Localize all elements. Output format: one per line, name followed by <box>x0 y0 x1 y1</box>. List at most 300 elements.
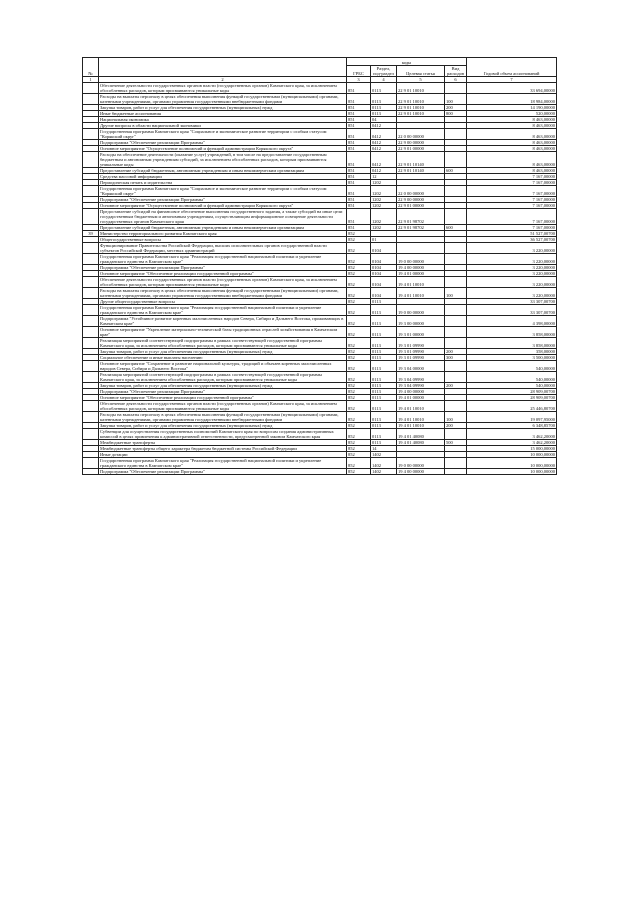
row-number <box>83 469 99 475</box>
row-csr: 19 3 01 09990 <box>397 338 445 349</box>
row-grbs: 852 <box>347 458 371 469</box>
table-row <box>83 458 557 469</box>
row-sum: 33 694,00000 <box>467 83 557 94</box>
row-razdel: 0113 <box>371 111 397 117</box>
row-sum: 3 500,00000 <box>467 355 557 361</box>
row-number <box>83 458 99 469</box>
row-grbs: 852 <box>347 469 371 475</box>
row-razdel: 0113 <box>371 383 397 389</box>
row-razdel: 1202 <box>371 180 397 186</box>
row-grbs: 852 <box>347 237 371 243</box>
row-grbs: 851 <box>347 111 371 117</box>
row-razdel: 0113 <box>371 83 397 94</box>
row-sum: 7 167,00000 <box>467 225 557 231</box>
row-number <box>83 372 99 383</box>
index-cell: 4 <box>371 77 397 83</box>
row-name: Социальное обеспечение и иные выплаты населению <box>99 355 347 361</box>
row-vr <box>445 129 467 140</box>
row-number <box>83 327 99 338</box>
row-sum: 8 463,00000 <box>467 152 557 168</box>
row-number <box>83 316 99 327</box>
row-sum: 7 167,00000 <box>467 174 557 180</box>
header-name <box>99 58 347 77</box>
row-razdel: 1402 <box>371 469 397 475</box>
row-grbs: 851 <box>347 186 371 197</box>
row-name: Обеспечение деятельности государственных органов власти (государственных органов) Камчатского края, за исключением обособленных расходов, которым присваиваются уникальные коды <box>99 277 347 288</box>
row-sum: 19 097,95000 <box>467 412 557 423</box>
row-razdel: 0113 <box>371 105 397 111</box>
row-number <box>83 254 99 265</box>
row-razdel: 0412 <box>371 140 397 146</box>
row-name: Реализация мероприятий соответствующей подпрограммы в рамках соответствующей государственной программы Камчатского края, за исключением обособленных расходов, которым присваиваются уникальные коды <box>99 372 347 383</box>
row-razdel: 0412 <box>371 123 397 129</box>
row-vr: 600 <box>445 225 467 231</box>
row-grbs: 852 <box>347 355 371 361</box>
row-vr <box>445 152 467 168</box>
row-grbs: 852 <box>347 288 371 299</box>
row-name: Основное мероприятие "Осуществление полномочий и функций администрации Корякского округа" <box>99 146 347 152</box>
row-razdel: 0412 <box>371 168 397 174</box>
table-row <box>83 469 557 475</box>
row-name: Основное мероприятие "Сохранение и развитие национальной культуры, традиций и обычаев коренных малочисленных народов Севера, Сибири и Дальнего Востока" <box>99 361 347 372</box>
row-grbs: 852 <box>347 440 371 446</box>
row-number <box>83 94 99 105</box>
row-grbs: 852 <box>347 271 371 277</box>
row-vr <box>445 243 467 254</box>
row-sum: 520,00000 <box>467 111 557 117</box>
row-grbs: 852 <box>347 401 371 412</box>
row-grbs: 852 <box>347 231 371 237</box>
row-number <box>83 305 99 316</box>
row-grbs: 851 <box>347 203 371 209</box>
row-sum: 3 220,00000 <box>467 265 557 271</box>
row-sum: 3 858,00000 <box>467 338 557 349</box>
row-name: Государственная программа Камчатского края "Реализация государственной национальной политики и укрепление гражданского единства в Камчатском крае" <box>99 305 347 316</box>
row-sum: 28 909,00700 <box>467 389 557 395</box>
row-sum: 8 463,00000 <box>467 117 557 123</box>
row-name: Межбюджетные трансферты общего характера бюджетам бюджетной системы Российской Федерации <box>99 446 347 452</box>
row-vr: 500 <box>445 440 467 446</box>
row-grbs: 852 <box>347 372 371 383</box>
header-csr: Целевая статья <box>397 66 445 77</box>
row-vr <box>445 186 467 197</box>
row-razdel: 0113 <box>371 338 397 349</box>
table-row <box>83 372 557 383</box>
row-sum: 15 000,00000 <box>467 446 557 452</box>
row-number <box>83 429 99 440</box>
row-razdel: 0113 <box>371 389 397 395</box>
header-grbs: ГРБС <box>347 66 371 77</box>
row-razdel: 0104 <box>371 271 397 277</box>
row-vr <box>445 401 467 412</box>
row-csr: 19 4 01 10010 <box>397 412 445 423</box>
row-grbs: 851 <box>347 83 371 94</box>
row-csr: 19 4 01 10010 <box>397 401 445 412</box>
row-name: Основное мероприятие "Осуществление полномочий и функций администрации Корякского округа" <box>99 203 347 209</box>
row-razdel: 0113 <box>371 401 397 412</box>
row-name: Расходы на выплаты персоналу в целях обеспечения выполнения функций государственными (муниципальными) органами, казенными учреждениями, органами управления государственными внебюджетными фондами <box>99 288 347 299</box>
row-razdel: 1202 <box>371 186 397 197</box>
row-csr <box>397 243 445 254</box>
table-row <box>83 327 557 338</box>
table-row <box>83 429 557 440</box>
row-csr: 22 9 01 10010 <box>397 111 445 117</box>
row-number <box>83 83 99 94</box>
row-grbs: 851 <box>347 117 371 123</box>
row-razdel: 14 <box>371 446 397 452</box>
row-name: Государственная программа Камчатского края "Социальное и экономическое развитие территории с особым статусом "Корякский округ" <box>99 129 347 140</box>
row-razdel: 12 <box>371 174 397 180</box>
row-csr: 19 4 01 00000 <box>397 395 445 401</box>
row-razdel: 0113 <box>371 94 397 105</box>
row-sum: 7 167,00000 <box>467 186 557 197</box>
row-number <box>83 186 99 197</box>
row-csr: 22 9 01 10010 <box>397 94 445 105</box>
row-csr: 22 0 00 00000 <box>397 186 445 197</box>
row-grbs: 851 <box>347 146 371 152</box>
row-name: Подпрограмма "Устойчивое развитие коренных малочисленных народов Севера, Сибири и Дальнего Востока, проживающих в Камчатском крае" <box>99 316 347 327</box>
index-cell: 7 <box>467 77 557 83</box>
row-name: Подпрограмма "Обеспечение реализации Программы" <box>99 469 347 475</box>
row-number <box>83 412 99 423</box>
row-sum: 10 000,00000 <box>467 452 557 458</box>
row-sum: 358,00000 <box>467 349 557 355</box>
row-csr: 22 9 01 00000 <box>397 146 445 152</box>
table-row <box>83 254 557 265</box>
row-name: Периодическая печать и издательства <box>99 180 347 186</box>
row-name: Предоставление субсидий бюджетным, автономным учреждениям и иным некоммерческим организациям <box>99 225 347 231</box>
row-razdel: 1202 <box>371 203 397 209</box>
table-row <box>83 277 557 288</box>
row-razdel: 1202 <box>371 197 397 203</box>
row-csr: 19 4 01 10010 <box>397 423 445 429</box>
table-row <box>83 401 557 412</box>
header-num: № <box>83 58 99 77</box>
row-grbs: 852 <box>347 265 371 271</box>
row-number <box>83 277 99 288</box>
row-name: Подпрограмма "Обеспечение реализации Программы" <box>99 389 347 395</box>
row-number <box>83 338 99 349</box>
row-csr: 22 0 00 00000 <box>397 129 445 140</box>
row-csr: 19 4 01 00000 <box>397 271 445 277</box>
row-grbs: 852 <box>347 361 371 372</box>
header-row-codes <box>83 58 557 66</box>
row-csr: 22 9 01 10010 <box>397 83 445 94</box>
row-grbs: 852 <box>347 327 371 338</box>
row-grbs: 852 <box>347 383 371 389</box>
row-csr: 22 9 01 10010 <box>397 105 445 111</box>
table-row <box>83 243 557 254</box>
row-name: Межбюджетные трансферты <box>99 440 347 446</box>
row-sum: 33 307,00700 <box>467 299 557 305</box>
header-razdel: Раздел, под-раздел <box>371 66 397 77</box>
index-cell: 1 <box>83 77 99 83</box>
row-sum: 8 463,00000 <box>467 140 557 146</box>
row-sum: 3 220,00000 <box>467 271 557 277</box>
row-sum: 10 000,00000 <box>467 469 557 475</box>
row-vr: 600 <box>445 168 467 174</box>
table-row <box>83 305 557 316</box>
row-name: Предоставление субсидий на финансовое обеспечение выполнения государственного задания, а также субсидий на иные цели государственным бюджетным и автономным учреждениям, осуществляющим информационное освещение деятельности государственных органов Камчатского края <box>99 209 347 225</box>
row-grbs: 852 <box>347 338 371 349</box>
row-razdel: 0113 <box>371 423 397 429</box>
row-sum: 3 462,20000 <box>467 440 557 446</box>
row-vr: 200 <box>445 383 467 389</box>
row-razdel: 1402 <box>371 458 397 469</box>
row-vr: 100 <box>445 94 467 105</box>
row-csr: 19 4 00 00000 <box>397 265 445 271</box>
row-vr <box>445 361 467 372</box>
row-razdel: 0113 <box>371 349 397 355</box>
row-grbs: 852 <box>347 389 371 395</box>
row-csr: 19 3 04 00000 <box>397 361 445 372</box>
row-razdel: 0113 <box>371 429 397 440</box>
row-razdel: 1202 <box>371 209 397 225</box>
index-cell: 6 <box>445 77 467 83</box>
row-name: Субвенции для осуществления государственных полномочий Камчатского края по вопросам создания административных комиссий в целях привлечения к административной ответственности, предусмотренной законом Камчатского края <box>99 429 347 440</box>
row-csr: 22 9 01 10140 <box>397 168 445 174</box>
row-vr: 100 <box>445 412 467 423</box>
row-vr <box>445 429 467 440</box>
row-csr: 19 0 00 00000 <box>397 305 445 316</box>
row-grbs: 852 <box>347 395 371 401</box>
row-sum: 7 167,00000 <box>467 197 557 203</box>
row-vr: 200 <box>445 105 467 111</box>
table-row <box>83 129 557 140</box>
row-sum: 28 909,00700 <box>467 395 557 401</box>
table-row <box>83 83 557 94</box>
row-vr <box>445 305 467 316</box>
row-sum: 540,00000 <box>467 361 557 372</box>
row-name: Другие общегосударственные вопросы <box>99 299 347 305</box>
row-grbs: 852 <box>347 446 371 452</box>
row-sum: 3 220,00000 <box>467 277 557 288</box>
row-number <box>83 288 99 299</box>
row-vr: 300 <box>445 355 467 361</box>
row-grbs: 851 <box>347 225 371 231</box>
row-sum: 14 190,00000 <box>467 105 557 111</box>
row-razdel: 0113 <box>371 305 397 316</box>
row-grbs: 851 <box>347 123 371 129</box>
row-sum: 8 463,00000 <box>467 146 557 152</box>
row-number: 39 <box>83 231 99 237</box>
row-name: Расходы на выплаты персоналу в целях обеспечения выполнения функций государственными (муниципальными) органами, казенными учреждениями, органами управления государственными внебюджетными фондами <box>99 94 347 105</box>
row-sum: 3 462,20000 <box>467 429 557 440</box>
row-razdel: 0412 <box>371 146 397 152</box>
row-razdel: 0113 <box>371 372 397 383</box>
row-grbs: 852 <box>347 243 371 254</box>
row-csr: 22 9 01 00000 <box>397 203 445 209</box>
row-name: Закупка товаров, работ и услуг для обеспечения государственных (муниципальных) нужд <box>99 423 347 429</box>
row-grbs: 852 <box>347 305 371 316</box>
row-razdel: 0113 <box>371 361 397 372</box>
row-csr: 19 4 01 10010 <box>397 288 445 299</box>
row-grbs: 851 <box>347 209 371 225</box>
row-name: Обеспечение деятельности государственных органов власти (государственных органов) Камчатского края, за исключением обособленных расходов, которым присваиваются уникальные коды <box>99 83 347 94</box>
row-name: Национальная экономика <box>99 117 347 123</box>
row-csr: 19 3 00 00000 <box>397 316 445 327</box>
row-vr <box>445 469 467 475</box>
row-sum: 36 527,00700 <box>467 237 557 243</box>
row-number <box>83 401 99 412</box>
row-razdel: 0113 <box>371 412 397 423</box>
row-name: Иные дотации <box>99 452 347 458</box>
row-grbs: 852 <box>347 452 371 458</box>
row-razdel: 0113 <box>371 395 397 401</box>
row-csr: 19 3 01 00000 <box>397 327 445 338</box>
row-csr: 19 0 00 00000 <box>397 458 445 469</box>
row-razdel: 0104 <box>371 277 397 288</box>
row-razdel: 0113 <box>371 299 397 305</box>
row-name: Закупка товаров, работ и услуг для обеспечения государственных (муниципальных) нужд <box>99 349 347 355</box>
row-grbs: 851 <box>347 152 371 168</box>
row-name: Средства массовой информации <box>99 174 347 180</box>
row-grbs: 851 <box>347 174 371 180</box>
table-row <box>83 316 557 327</box>
index-cell: 3 <box>347 77 371 83</box>
row-sum: 3 220,00000 <box>467 254 557 265</box>
row-csr: 19 4 00 00000 <box>397 389 445 395</box>
row-vr <box>445 254 467 265</box>
row-grbs: 851 <box>347 168 371 174</box>
row-name: Государственная программа Камчатского края "Реализация государственной национальной политики и укрепление гражданского единства в Камчатском крае" <box>99 458 347 469</box>
row-razdel: 0113 <box>371 440 397 446</box>
row-razdel: 04 <box>371 117 397 123</box>
table-row <box>83 94 557 105</box>
row-name: Подпрограмма "Обеспечение реализации Программы" <box>99 140 347 146</box>
row-sum: 25 446,80700 <box>467 401 557 412</box>
row-number <box>83 152 99 168</box>
row-sum: 540,00000 <box>467 383 557 389</box>
row-vr <box>445 338 467 349</box>
row-grbs: 851 <box>347 197 371 203</box>
row-name: Государственная программа Камчатского края "Реализация государственной национальной политики и укрепление гражданского единства в Камчатском крае" <box>99 254 347 265</box>
row-razdel: 0412 <box>371 152 397 168</box>
row-name: Обеспечение деятельности государственных органов власти (государственных органов) Камчатского края, за исключением обособленных расходов, которым присваиваются уникальные коды <box>99 401 347 412</box>
row-grbs: 851 <box>347 129 371 140</box>
row-sum: 4 398,00000 <box>467 316 557 327</box>
row-name: Функционирование Правительства Российской Федерации, высших исполнительных органов государственной власти субъектов Российской Федерации, местных администраций <box>99 243 347 254</box>
table-row <box>83 186 557 197</box>
row-grbs: 852 <box>347 277 371 288</box>
row-csr: 19 3 01 09990 <box>397 355 445 361</box>
row-grbs: 852 <box>347 429 371 440</box>
row-name: Закупка товаров, работ и услуг для обеспечения государственных (муниципальных) нужд <box>99 105 347 111</box>
row-razdel: 0104 <box>371 288 397 299</box>
row-name: Основное мероприятие "Обеспечение реализации государственной программы" <box>99 271 347 277</box>
row-grbs: 851 <box>347 180 371 186</box>
row-razdel: 0104 <box>371 254 397 265</box>
row-name: Другие вопросы в области национальной экономики <box>99 123 347 129</box>
table-row <box>83 412 557 423</box>
row-name: Расходы на обеспечение деятельности (оказание услуг) учреждений, в том числе на предоставление государственным бюджетным и автономным учреждениям субсидий, за исключением обособленных расходов, которым присваиваются уникальные коды <box>99 152 347 168</box>
row-razdel: 01 <box>371 237 397 243</box>
row-sum: 7 167,00000 <box>467 203 557 209</box>
row-grbs: 852 <box>347 316 371 327</box>
row-sum: 7 167,00000 <box>467 180 557 186</box>
row-csr: 19 0 00 00000 <box>397 254 445 265</box>
row-csr: 22 9 01 10140 <box>397 152 445 168</box>
row-vr <box>445 458 467 469</box>
row-name: Расходы на выплаты персоналу в целях обеспечения выполнения функций государственными (муниципальными) органами, казенными учреждениями, органами управления государственными внебюджетными фондами <box>99 412 347 423</box>
row-name: Основное мероприятие "Обеспечение реализации государственной программы" <box>99 395 347 401</box>
row-razdel: 0113 <box>371 327 397 338</box>
row-sum: 8 463,00000 <box>467 123 557 129</box>
table-row <box>83 209 557 225</box>
row-vr: 800 <box>445 111 467 117</box>
row-number <box>83 129 99 140</box>
row-sum: 18 984,00000 <box>467 94 557 105</box>
row-sum: 6 348,85700 <box>467 423 557 429</box>
row-sum: 33 307,00700 <box>467 305 557 316</box>
row-razdel: 0113 <box>371 316 397 327</box>
row-vr <box>445 316 467 327</box>
index-cell: 5 <box>397 77 445 83</box>
row-number <box>83 361 99 372</box>
row-razdel: 0104 <box>371 265 397 271</box>
row-sum: 51 527,00700 <box>467 231 557 237</box>
row-grbs: 851 <box>347 105 371 111</box>
row-sum: 3 220,00000 <box>467 243 557 254</box>
row-csr: 19 4 01 40080 <box>397 429 445 440</box>
row-vr <box>445 372 467 383</box>
row-name: Министерство территориального развития Камчатского края <box>99 231 347 237</box>
row-csr: 19 3 01 09990 <box>397 349 445 355</box>
row-name: Иные бюджетные ассигнования <box>99 111 347 117</box>
row-razdel: 0412 <box>371 129 397 140</box>
row-name: Закупка товаров, работ и услуг для обеспечения государственных (муниципальных) нужд <box>99 383 347 389</box>
budget-document <box>82 57 556 475</box>
row-csr: 22 9 00 00000 <box>397 197 445 203</box>
index-cell: 2 <box>99 77 347 83</box>
header-sum: Годовой объем ассигнований <box>467 58 557 77</box>
row-razdel: 1402 <box>371 452 397 458</box>
row-razdel: 1202 <box>371 225 397 231</box>
row-sum: 8 463,00000 <box>467 129 557 140</box>
row-grbs: 852 <box>347 254 371 265</box>
row-number <box>83 243 99 254</box>
row-vr <box>445 209 467 225</box>
row-sum: 3 220,00000 <box>467 288 557 299</box>
row-name: Предоставление субсидий бюджетным, автономным учреждениям и иным некоммерческим организациям <box>99 168 347 174</box>
row-vr <box>445 83 467 94</box>
row-name: Подпрограмма "Обеспечение реализации Программы" <box>99 265 347 271</box>
row-grbs: 852 <box>347 349 371 355</box>
row-grbs: 851 <box>347 94 371 105</box>
row-name: Основное мероприятие "Укрепление материально-технической базы традиционных отраслей хозяйствования в Камчатском крае" <box>99 327 347 338</box>
row-vr <box>445 327 467 338</box>
header-vr: Вид расходов <box>445 66 467 77</box>
row-vr <box>445 277 467 288</box>
row-number <box>83 209 99 225</box>
row-name: Общегосударственные вопросы <box>99 237 347 243</box>
row-grbs: 852 <box>347 423 371 429</box>
table-row <box>83 152 557 168</box>
table-row <box>83 361 557 372</box>
header-codes: коды <box>347 58 467 66</box>
row-vr: 200 <box>445 349 467 355</box>
row-grbs: 851 <box>347 140 371 146</box>
row-name: Государственная программа Камчатского края "Социальное и экономическое развитие территории с особым статусом "Корякский округ" <box>99 186 347 197</box>
table-row <box>83 288 557 299</box>
row-sum: 10 000,00000 <box>467 458 557 469</box>
row-csr: 19 4 01 40080 <box>397 440 445 446</box>
row-vr: 200 <box>445 423 467 429</box>
row-csr: 22 9 01 98702 <box>397 209 445 225</box>
row-csr: 22 9 00 00000 <box>397 140 445 146</box>
row-csr: 19 3 04 09990 <box>397 372 445 383</box>
row-razdel: 0104 <box>371 243 397 254</box>
